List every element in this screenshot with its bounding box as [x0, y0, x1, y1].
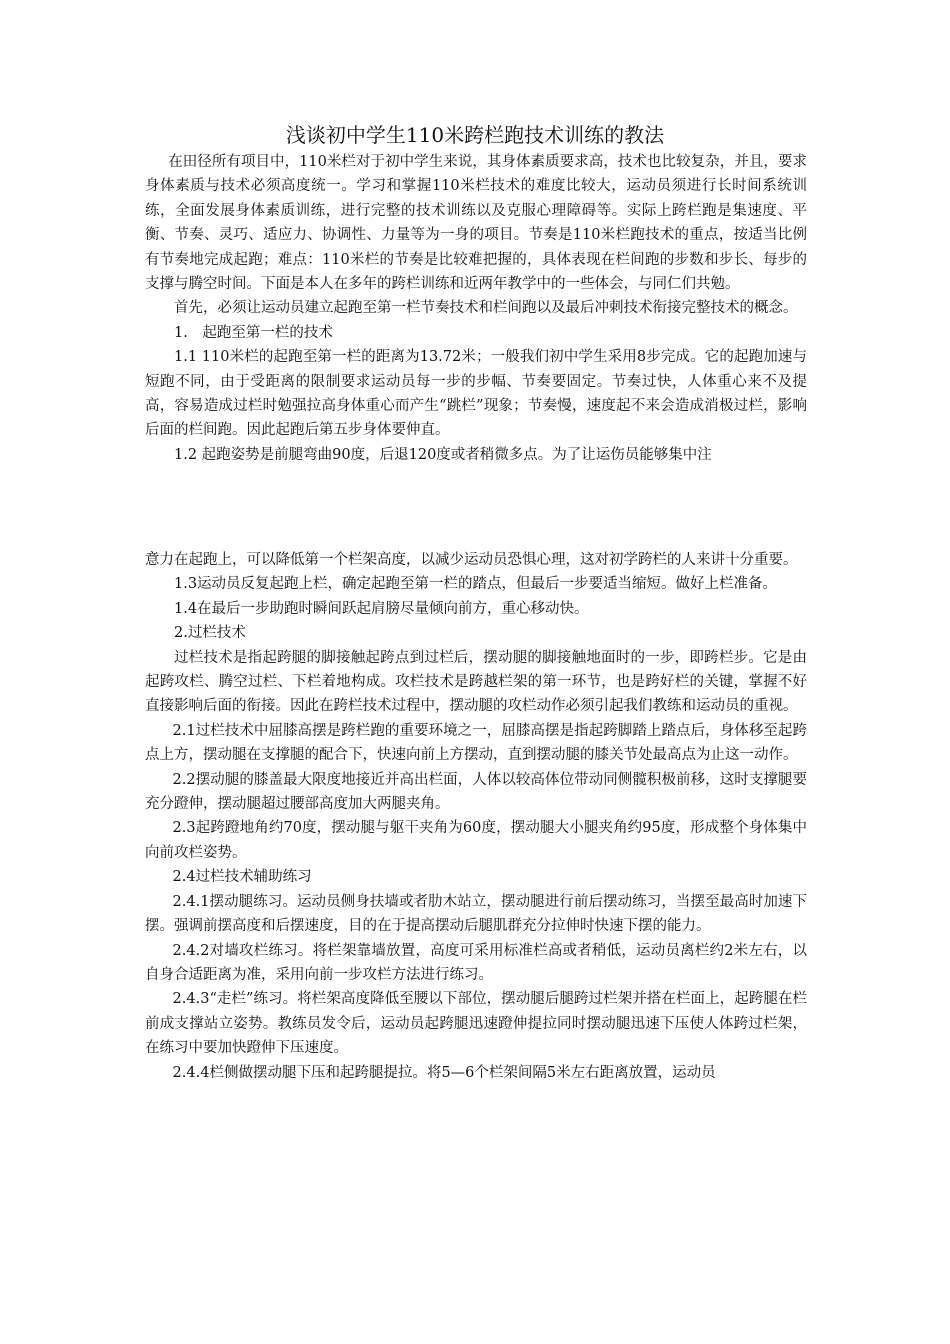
- paragraph-2-4-3: 2.4.3“走栏”练习。将栏架高度降低至腰以下部位，摆动腿后腿跨过栏架并搭在栏面上，起跨腿在栏前成支撑站立姿势。教练员发令后，运动员起跨腿迅速蹬伸提拉同时摆动腿迅速下压使人体跨过栏架，在练习中要加快蹬伸下压速度。: [145, 991, 807, 1057]
- section-heading-1: 1. 起跑至第一栏的技术: [174, 324, 333, 341]
- section-heading-2: 2.过栏技术: [174, 625, 246, 642]
- paragraph-1-1: 1.1 110米栏的起跑至第一栏的距离为13.72米；一般我们初中学生采用8步完成。它的起跑加速与短跑不同，由于受距离的限制要求运动员每一步的步幅、节奏要固定。节奏过快，人体重心来不及提高，容易造成过栏时勉强拉高身体重心而产生“跳栏”现象；节奏慢，速度起不来会造成消极过栏，影响后面的栏间跑。因此起跑后第五步身体要伸直。: [145, 349, 807, 439]
- paragraph-1-3: 1.3运动员反复起跑上栏，确定起跑至第一栏的踏点，但最后一步要适当缩短。做好上栏准备。: [174, 576, 778, 593]
- paragraph-1-4: 1.4在最后一步助跑时瞬间跃起肩膀尽量倾向前方，重心移动快。: [174, 600, 589, 617]
- body-block-lower: [145, 548, 807, 1085]
- document-title: 浅谈初中学生110米跨栏跑技术训练的教法: [285, 123, 665, 147]
- paragraph-intro: 在田径所有项目中，110米栏对于初中学生来说，其身体素质要求高，技术也比较复杂，并且，要求身体素质与技术必须高度统一。学习和掌握110米栏技术的难度比较大，运动员须进行长时间系统训练，全面发展身体素质训练，进行完整的技术训练以及克服心理障碍等。实际上跨栏跑是集速度、平衡、节奏、灵巧、适应力、协调性、力量等为一身的项目。节奏是110米栏跑技术的重点，按适当比例有节奏地完成起跑；难点：110米栏的节奏是比较难把握的，具体表现在栏间跑的步数和步长、每步的支撑与腾空时间。下面是本人在多年的跨栏训练和近两年教学中的一些体会，与同仁们共勉。: [145, 154, 807, 293]
- paragraph-2-3: 2.3起跨蹬地角约70度，摆动腿与躯干夹角为60度，摆动腿大小腿夹角约95度，形成整个身体集中向前攻栏姿势。: [145, 820, 807, 861]
- paragraph-2-2: 2.2摆动腿的膝盖最大限度地接近并高出栏面，人体以较高体位带动同侧髋积极前移，这时支撑腿要充分蹬伸，摆动腿超过腰部高度加大两腿夹角。: [145, 771, 807, 813]
- paragraph-1-2-continued: 意力在起跑上，可以降低第一个栏架高度，以减少运动员恐惧心理，这对初学跨栏的人来讲十分重要。: [145, 552, 798, 568]
- paragraph-2-intro: 过栏技术是指起跨腿的脚接触起跨点到过栏后，摆动腿的脚接触地面时的一步，即跨栏步。它是由起跨攻栏、腾空过栏、下栏着地构成。攻栏技术是跨越栏架的第一环节，也是跨好栏的关键，掌握不好直接影响后面的衔接。因此在跨栏技术过程中，摆动腿的攻栏动作必须引起我们教练和运动员的重视。: [145, 649, 807, 715]
- paragraph-concept: 首先，必须让运动员建立起跑至第一栏节奏技术和栏间跑以及最后冲刺技术衔接完整技术的概念。: [174, 300, 798, 317]
- paragraph-2-4-1: 2.4.1摆动腿练习。运动员侧身扶墙或者肋木站立，摆动腿进行前后摆动练习，当摆至最高时加速下摆。强调前摆高度和后摆速度，目的在于提高摆动后腿肌群充分拉伸时快速下摆的能力。: [145, 893, 807, 935]
- subsection-heading-2-4: 2.4过栏技术辅助练习: [172, 869, 312, 886]
- paragraph-1-2: 1.2 起跑姿势是前腿弯曲90度，后退120度或者稍微多点。为了让运伤员能够集中注: [174, 446, 712, 463]
- paragraph-2-1: 2.1过栏技术中屈膝高摆是跨栏跑的重要环境之一，屈膝高摆是指起跨脚踏上踏点后，身体移至起跨点上方，摆动腿在支撑腿的配合下，快速向前上方摆动，直到摆动腿的膝关节处最高点为止这一动作。: [145, 722, 807, 764]
- body-block-upper: [145, 150, 807, 467]
- paragraph-2-4-4: 2.4.4栏侧做摆动腿下压和起跨腿提拉。将5—6个栏架间隔5米左右距离放置，运动员: [172, 1064, 716, 1081]
- paragraph-2-4-2: 2.4.2对墙攻栏练习。将栏架靠墙放置，高度可采用标准栏高或者稍低，运动员离栏约2米左右，以自身合适距离为准，采用向前一步攻栏方法进行练习。: [145, 942, 807, 983]
